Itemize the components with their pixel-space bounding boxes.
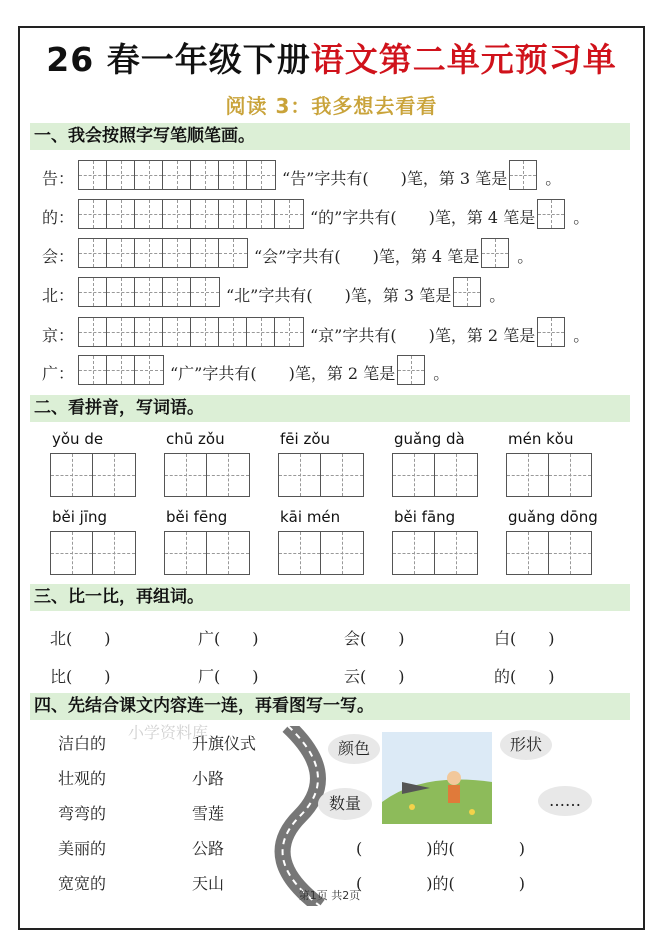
stroke-grid[interactable] <box>78 355 164 385</box>
stroke-row <box>42 317 642 349</box>
stroke-cell[interactable] <box>135 356 163 384</box>
watermark: 小学资料库 <box>128 723 209 742</box>
match-left-word[interactable]: 美丽的 <box>58 839 107 858</box>
stroke-row <box>42 277 642 309</box>
stroke-row-label: 告： <box>42 169 75 188</box>
cloud-count: 数量 <box>318 788 372 820</box>
tianzige-cell[interactable] <box>435 532 477 574</box>
write-blank-line[interactable]: ( )的( ) <box>356 839 525 858</box>
tianzige-pair[interactable] <box>50 453 136 497</box>
worksheet <box>18 26 645 930</box>
stroke-cell[interactable] <box>79 356 107 384</box>
stroke-grid[interactable] <box>78 317 304 347</box>
page-footer: 第1页 共2页 <box>298 889 361 902</box>
pinyin-label: kāi mén <box>280 508 341 526</box>
tianzige-cell[interactable] <box>93 532 135 574</box>
tianzige-cell[interactable] <box>435 454 477 496</box>
stroke-cell[interactable] <box>79 200 107 228</box>
tianzige-cell[interactable] <box>279 532 321 574</box>
compare-item[interactable]: 广( ) <box>198 629 259 648</box>
pinyin-label: fēi zǒu <box>280 430 331 448</box>
stroke-question: “告”字共有( )笔，第 3 笔是 <box>282 169 508 188</box>
match-right-word[interactable]: 雪莲 <box>192 804 225 823</box>
tianzige-cell[interactable] <box>507 454 549 496</box>
stroke-cell[interactable] <box>135 161 163 189</box>
tianzige-cell[interactable] <box>549 532 591 574</box>
match-left-word[interactable]: 洁白的 <box>58 734 107 753</box>
stroke-row-label: 京： <box>42 326 75 345</box>
period: 。 <box>517 247 534 266</box>
match-right-word[interactable]: 天山 <box>192 874 225 893</box>
pinyin-label: guǎng dà <box>394 430 465 448</box>
stroke-cell[interactable] <box>191 318 219 346</box>
stroke-row <box>42 355 642 387</box>
pinyin-label: yǒu de <box>52 430 104 448</box>
stroke-question: “北”字共有( )笔，第 3 笔是 <box>226 286 452 305</box>
stroke-cell[interactable] <box>107 278 135 306</box>
section-3-header: 三、比一比，再组词。 <box>30 584 630 611</box>
stroke-cell[interactable] <box>191 161 219 189</box>
stroke-answer-box[interactable] <box>537 317 565 347</box>
tianzige-cell[interactable] <box>165 532 207 574</box>
match-left-word[interactable]: 壮观的 <box>58 769 107 788</box>
pinyin-label: chū zǒu <box>166 430 225 448</box>
period: 。 <box>545 169 562 188</box>
stroke-cell[interactable] <box>247 161 275 189</box>
stroke-cell[interactable] <box>79 278 107 306</box>
pinyin-label: guǎng dōng <box>508 508 598 526</box>
tianzige-pair[interactable] <box>506 531 592 575</box>
stroke-answer-box[interactable] <box>397 355 425 385</box>
pinyin-label: běi fēng <box>166 508 228 526</box>
stroke-cell[interactable] <box>135 278 163 306</box>
stroke-cell[interactable] <box>163 200 191 228</box>
match-left-word[interactable]: 宽宽的 <box>58 874 107 893</box>
title-highlight: 语文第二单元预习单 <box>310 40 617 79</box>
title-prefix: 26 春一年级下册 <box>46 40 311 79</box>
stroke-grid[interactable] <box>78 160 276 190</box>
tianzige-cell[interactable] <box>393 532 435 574</box>
period: 。 <box>489 286 506 305</box>
stroke-grid[interactable] <box>78 277 220 307</box>
tianzige-pair[interactable] <box>50 531 136 575</box>
period: 。 <box>573 326 590 345</box>
cloud-shape: 形状 <box>500 730 552 760</box>
stroke-answer-box[interactable] <box>537 199 565 229</box>
stroke-cell[interactable] <box>219 161 247 189</box>
match-left-word[interactable]: 弯弯的 <box>58 804 107 823</box>
page-title <box>20 34 643 81</box>
stroke-answer-box[interactable] <box>481 238 509 268</box>
tianzige-pair[interactable] <box>164 531 250 575</box>
stroke-cell[interactable] <box>79 318 107 346</box>
stroke-cell[interactable] <box>107 318 135 346</box>
stroke-answer-box[interactable] <box>509 160 537 190</box>
section-1-header: 一、我会按照字写笔顺笔画。 <box>30 123 630 150</box>
match-right-word[interactable]: 公路 <box>192 839 225 858</box>
match-right-word[interactable]: 小路 <box>192 769 225 788</box>
stroke-grid[interactable] <box>78 238 248 268</box>
compare-item[interactable]: 比( ) <box>50 667 111 686</box>
stroke-cell[interactable] <box>135 239 163 267</box>
tianzige-cell[interactable] <box>549 454 591 496</box>
stroke-cell[interactable] <box>163 278 191 306</box>
stroke-cell[interactable] <box>163 161 191 189</box>
stroke-row <box>42 160 642 192</box>
tianzige-cell[interactable] <box>393 454 435 496</box>
stroke-cell[interactable] <box>219 318 247 346</box>
stroke-cell[interactable] <box>191 278 219 306</box>
match-right-word[interactable]: 升旗仪式 <box>192 734 257 753</box>
tianzige-cell[interactable] <box>321 532 363 574</box>
stroke-question: “广”字共有( )笔，第 2 笔是 <box>170 364 396 383</box>
tianzige-pair[interactable] <box>278 453 364 497</box>
stroke-cell[interactable] <box>275 318 303 346</box>
stroke-cell[interactable] <box>135 318 163 346</box>
stroke-cell[interactable] <box>247 318 275 346</box>
cloud-etc: …… <box>538 786 592 816</box>
stroke-cell[interactable] <box>191 200 219 228</box>
tianzige-cell[interactable] <box>207 454 249 496</box>
stroke-row-label: 广： <box>42 364 75 383</box>
stroke-question: “京”字共有( )笔，第 2 笔是 <box>310 326 536 345</box>
tianzige-cell[interactable] <box>51 532 93 574</box>
pinyin-label: mén kǒu <box>508 430 574 448</box>
stroke-cell[interactable] <box>79 161 107 189</box>
tianzige-cell[interactable] <box>279 454 321 496</box>
compare-item[interactable]: 厂( ) <box>198 667 259 686</box>
tianzige-cell[interactable] <box>165 454 207 496</box>
tianzige-pair[interactable] <box>392 531 478 575</box>
tianzige-cell[interactable] <box>507 532 549 574</box>
stroke-cell[interactable] <box>107 161 135 189</box>
stroke-question: “的”字共有( )笔，第 4 笔是 <box>310 208 536 227</box>
page-subtitle: 阅读 3：我多想去看看 <box>225 94 438 118</box>
stroke-row <box>42 199 642 231</box>
pinyin-label: běi fāng <box>394 508 456 526</box>
stroke-row <box>42 238 642 270</box>
cloud-color: 颜色 <box>328 734 380 764</box>
stroke-cell[interactable] <box>247 200 275 228</box>
compare-item[interactable]: 北( ) <box>50 629 111 648</box>
stroke-answer-box[interactable] <box>453 277 481 307</box>
stroke-cell[interactable] <box>107 239 135 267</box>
pinyin-label: běi jīng <box>52 508 108 526</box>
stroke-cell[interactable] <box>135 200 163 228</box>
tianzige-cell[interactable] <box>207 532 249 574</box>
tianzige-pair[interactable] <box>278 531 364 575</box>
tianzige-cell[interactable] <box>93 454 135 496</box>
stroke-cell[interactable] <box>107 356 135 384</box>
stroke-row-label: 的： <box>42 208 75 227</box>
stroke-cell[interactable] <box>219 239 247 267</box>
stroke-row-label: 会： <box>42 247 75 266</box>
period: 。 <box>573 208 590 227</box>
tianzige-pair[interactable] <box>164 453 250 497</box>
section-4-header: 四、先结合课文内容连一连，再看图写一写。 <box>30 693 630 720</box>
stroke-cell[interactable] <box>107 200 135 228</box>
tianzige-cell[interactable] <box>51 454 93 496</box>
stroke-grid[interactable] <box>78 199 304 229</box>
tianzige-cell[interactable] <box>321 454 363 496</box>
compare-item[interactable]: 会( ) <box>344 629 405 648</box>
stroke-cell[interactable] <box>163 318 191 346</box>
stroke-cell[interactable] <box>219 200 247 228</box>
section-2-header: 二、看拼音，写词语。 <box>30 395 630 422</box>
scene-illustration <box>382 732 492 824</box>
tianzige-pair[interactable] <box>392 453 478 497</box>
stroke-row-label: 北： <box>42 286 75 305</box>
stroke-cell[interactable] <box>79 239 107 267</box>
write-blank-line[interactable]: ( )的( ) <box>356 874 525 893</box>
stroke-cell[interactable] <box>191 239 219 267</box>
period: 。 <box>433 364 450 383</box>
stroke-question: “会”字共有( )笔，第 4 笔是 <box>254 247 480 266</box>
compare-item[interactable]: 的( ) <box>494 667 555 686</box>
stroke-cell[interactable] <box>163 239 191 267</box>
compare-item[interactable]: 云( ) <box>344 667 405 686</box>
compare-item[interactable]: 白( ) <box>494 629 555 648</box>
stroke-cell[interactable] <box>275 200 303 228</box>
tianzige-pair[interactable] <box>506 453 592 497</box>
